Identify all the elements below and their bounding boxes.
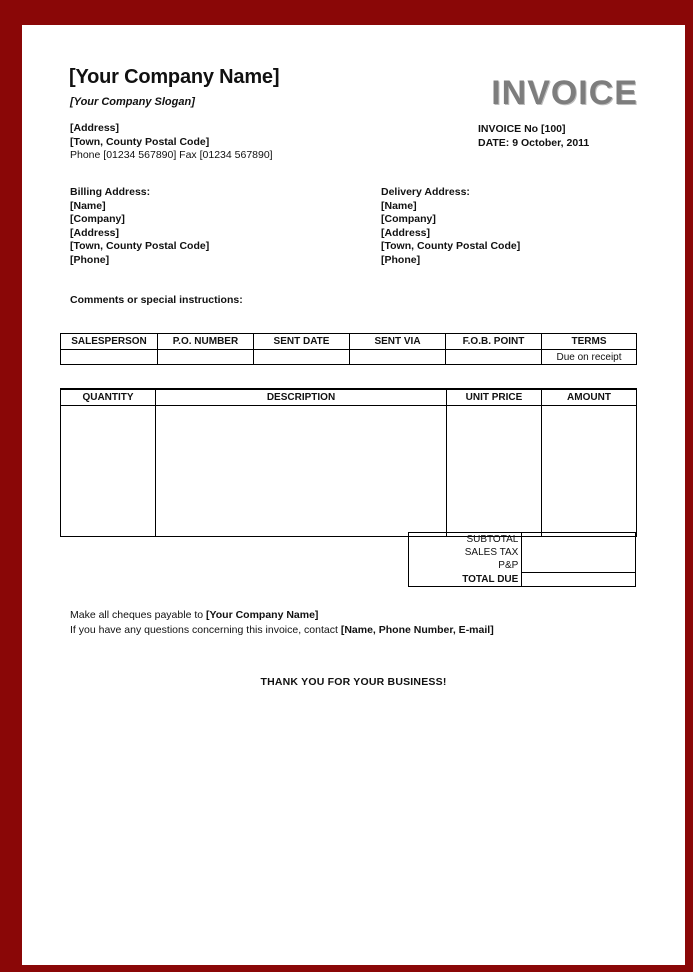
invoice-document <box>22 25 685 965</box>
totals-value-total-due[interactable] <box>522 573 636 587</box>
totals-row-sales-tax <box>60 546 636 559</box>
items-header-amount: AMOUNT <box>542 389 637 406</box>
info-value-po-number[interactable] <box>158 350 254 365</box>
company-address-line1: [Address] <box>70 122 120 134</box>
billing-company: [Company] <box>70 213 125 225</box>
info-header-po-number: P.O. NUMBER <box>158 334 254 350</box>
items-cell-amount[interactable] <box>542 406 637 537</box>
totals-label-pp: P&P <box>408 559 522 573</box>
info-value-fob-point[interactable] <box>446 350 542 365</box>
items-table-header-row <box>61 389 637 406</box>
totals-label-total-due: TOTAL DUE <box>408 573 522 587</box>
delivery-town: [Town, County Postal Code] <box>381 240 521 252</box>
billing-name: [Name] <box>70 199 106 212</box>
company-phone-fax: Phone [01234 567890] Fax [01234 567890] <box>70 149 273 161</box>
totals-label-sales-tax: SALES TAX <box>408 546 522 559</box>
footer-questions-line <box>70 623 494 638</box>
footer-notes <box>70 608 494 638</box>
delivery-address-heading: Delivery Address: <box>381 186 470 198</box>
billing-address-heading: Billing Address: <box>70 186 151 198</box>
info-value-sent-via[interactable] <box>350 350 446 365</box>
totals-label-subtotal: SUBTOTAL <box>408 533 522 547</box>
company-address-block <box>70 122 273 163</box>
totals-value-subtotal[interactable] <box>522 533 636 547</box>
delivery-phone: [Phone] <box>381 253 421 266</box>
company-slogan: [Your Company Slogan] <box>70 96 195 108</box>
page-title: INVOICE <box>491 74 638 112</box>
company-address-line2: [Town, County Postal Code] <box>70 135 210 148</box>
totals-value-pp[interactable] <box>522 559 636 573</box>
billing-address: [Address] <box>70 226 120 239</box>
billing-town: [Town, County Postal Code] <box>70 240 210 252</box>
invoice-info-table <box>60 333 637 365</box>
items-table-body-row <box>61 406 637 537</box>
invoice-date: DATE: 9 October, 2011 <box>478 137 590 149</box>
info-header-terms: TERMS <box>542 334 637 350</box>
totals-spacer-pp <box>60 559 408 573</box>
totals-row-subtotal <box>60 533 636 547</box>
delivery-address: [Address] <box>381 226 431 239</box>
delivery-name: [Name] <box>381 199 417 212</box>
items-cell-quantity[interactable] <box>61 406 156 537</box>
delivery-address-block <box>381 186 520 267</box>
thank-you-message: THANK YOU FOR YOUR BUSINESS! <box>260 676 447 688</box>
billing-phone: [Phone] <box>70 253 110 266</box>
invoice-meta-block <box>478 122 589 150</box>
footer-cheques-company: [Your Company Name] <box>206 609 319 621</box>
invoice-sheet <box>22 25 685 965</box>
items-header-description: DESCRIPTION <box>156 389 447 406</box>
footer-cheques-prefix: Make all cheques payable to <box>70 609 207 621</box>
totals-spacer-subtotal <box>60 533 408 547</box>
totals-spacer-sales-tax <box>60 546 408 559</box>
info-value-terms[interactable]: Due on receipt <box>542 350 637 365</box>
info-header-salesperson: SALESPERSON <box>61 334 158 350</box>
totals-value-sales-tax[interactable] <box>522 546 636 559</box>
invoice-totals-table <box>60 532 636 587</box>
info-header-sent-date: SENT DATE <box>254 334 350 350</box>
info-value-salesperson[interactable] <box>61 350 158 365</box>
totals-spacer-total-due <box>60 573 408 587</box>
info-value-sent-date[interactable] <box>254 350 350 365</box>
info-header-fob-point: F.O.B. POINT <box>446 334 542 350</box>
invoice-number: INVOICE No [100] <box>478 123 566 135</box>
totals-row-pp <box>60 559 636 573</box>
delivery-company: [Company] <box>381 213 436 225</box>
footer-questions-prefix: If you have any questions concerning this invoice, contact <box>70 624 341 636</box>
info-header-sent-via: SENT VIA <box>350 334 446 350</box>
footer-questions-contact: [Name, Phone Number, E-mail] <box>340 624 494 636</box>
info-table-value-row <box>61 350 637 365</box>
totals-row-total-due <box>60 573 636 587</box>
comments-label: Comments or special instructions: <box>70 294 243 306</box>
items-cell-unit-price[interactable] <box>447 406 542 537</box>
items-cell-description[interactable] <box>156 406 447 537</box>
company-name: [Your Company Name] <box>69 66 280 88</box>
items-header-quantity: QUANTITY <box>61 389 156 406</box>
info-table-header-row <box>61 334 637 350</box>
footer-cheques-line <box>70 608 494 623</box>
invoice-items-table <box>60 388 637 537</box>
billing-address-block <box>70 186 209 267</box>
items-header-unit-price: UNIT PRICE <box>447 389 542 406</box>
